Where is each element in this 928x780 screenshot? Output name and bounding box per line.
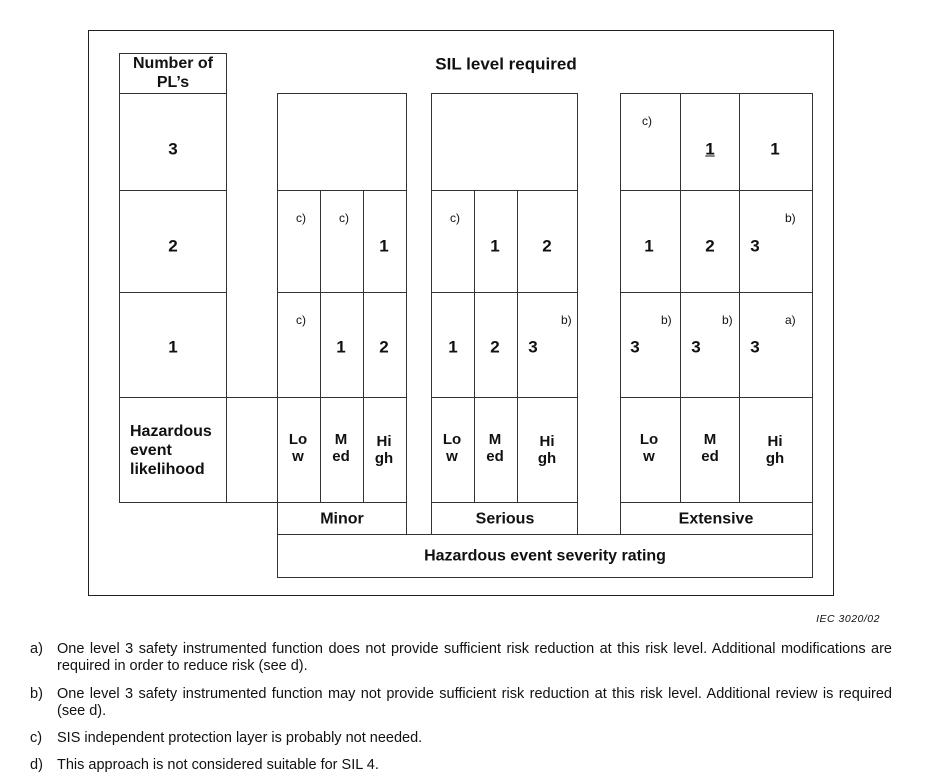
divider	[517, 190, 518, 503]
sil-value: 3	[528, 337, 538, 357]
divider	[119, 93, 227, 94]
note-c: c)	[296, 211, 306, 225]
pl-row-3: 3	[168, 139, 178, 159]
likelihood-label: Hazardous event likelihood	[130, 423, 212, 478]
serious-block	[431, 93, 578, 535]
divider	[277, 190, 407, 191]
sil-value: 2	[705, 236, 715, 256]
severity-rating-label: Hazardous event severity rating	[424, 547, 666, 565]
likelihood-low: Low	[442, 431, 462, 465]
divider	[431, 292, 578, 293]
divider	[119, 190, 227, 191]
divider	[431, 502, 578, 503]
divider	[431, 190, 578, 191]
divider	[431, 397, 578, 398]
sil-value: 2	[379, 337, 389, 357]
note-c: c)	[339, 211, 349, 225]
sil-value: 1	[490, 236, 500, 256]
iec-source-tag: IEC 3020/02	[816, 613, 880, 625]
note-c: c)	[642, 114, 652, 128]
note-c: c)	[296, 313, 306, 327]
sil-value: 3	[630, 337, 640, 357]
divider	[119, 397, 277, 398]
sil-value-underlined: 1	[705, 139, 715, 159]
footnote-tag: d)	[30, 757, 43, 773]
footnote-b: One level 3 safety instrumented function may not provide sufficient risk reduction at this risk level. Additional review is required (see d).	[57, 686, 892, 719]
divider	[739, 93, 740, 503]
sil-value: 3	[750, 337, 760, 357]
divider	[119, 292, 227, 293]
note-b: b)	[785, 211, 796, 225]
divider	[119, 502, 277, 503]
pl-row-1: 1	[168, 337, 178, 357]
figure-title: SIL level required	[435, 54, 577, 74]
divider	[119, 397, 120, 503]
sil-value: 1	[336, 337, 346, 357]
severity-extensive: Extensive	[678, 510, 754, 528]
divider	[680, 93, 681, 503]
sil-value: 2	[490, 337, 500, 357]
sil-value: 1	[644, 236, 654, 256]
likelihood-low: Low	[639, 431, 659, 465]
note-b: b)	[722, 313, 733, 327]
sil-value: 3	[691, 337, 701, 357]
divider	[620, 292, 813, 293]
severity-serious: Serious	[475, 510, 535, 528]
note-c: c)	[450, 211, 460, 225]
divider	[363, 190, 364, 503]
footnote-tag: c)	[30, 730, 43, 746]
likelihood-low: Low	[288, 431, 308, 465]
sil-value: 3	[750, 236, 760, 256]
pl-row-2: 2	[168, 236, 178, 256]
divider	[474, 190, 475, 503]
note-b: b)	[561, 313, 572, 327]
likelihood-high: High	[765, 433, 785, 467]
divider	[320, 190, 321, 503]
footnote-tag: b)	[30, 686, 43, 702]
divider	[620, 397, 813, 398]
likelihood-high: High	[537, 433, 557, 467]
note-a: a)	[785, 313, 796, 327]
sil-value: 1	[770, 139, 780, 159]
likelihood-high: High	[374, 433, 394, 467]
divider	[620, 502, 813, 503]
likelihood-med: Med	[701, 431, 719, 465]
divider	[620, 190, 813, 191]
likelihood-med: Med	[486, 431, 504, 465]
footnote-c: SIS independent protection layer is probably not needed.	[57, 730, 423, 746]
pl-header: Number of PL’s	[133, 55, 213, 91]
divider	[277, 502, 407, 503]
footnote-a: One level 3 safety instrumented function does not provide sufficient risk reduction at this risk level. Additional modifications are required in order to reduce risk (see d).	[57, 641, 892, 674]
footnote-d: This approach is not considered suitable for SIL 4.	[57, 757, 379, 773]
sil-value: 1	[379, 236, 389, 256]
divider	[277, 292, 407, 293]
sil-value: 1	[448, 337, 458, 357]
divider	[277, 397, 407, 398]
sil-value: 2	[542, 236, 552, 256]
likelihood-med: Med	[332, 431, 350, 465]
note-b: b)	[661, 313, 672, 327]
footnote-tag: a)	[30, 641, 43, 657]
severity-minor: Minor	[320, 510, 364, 528]
